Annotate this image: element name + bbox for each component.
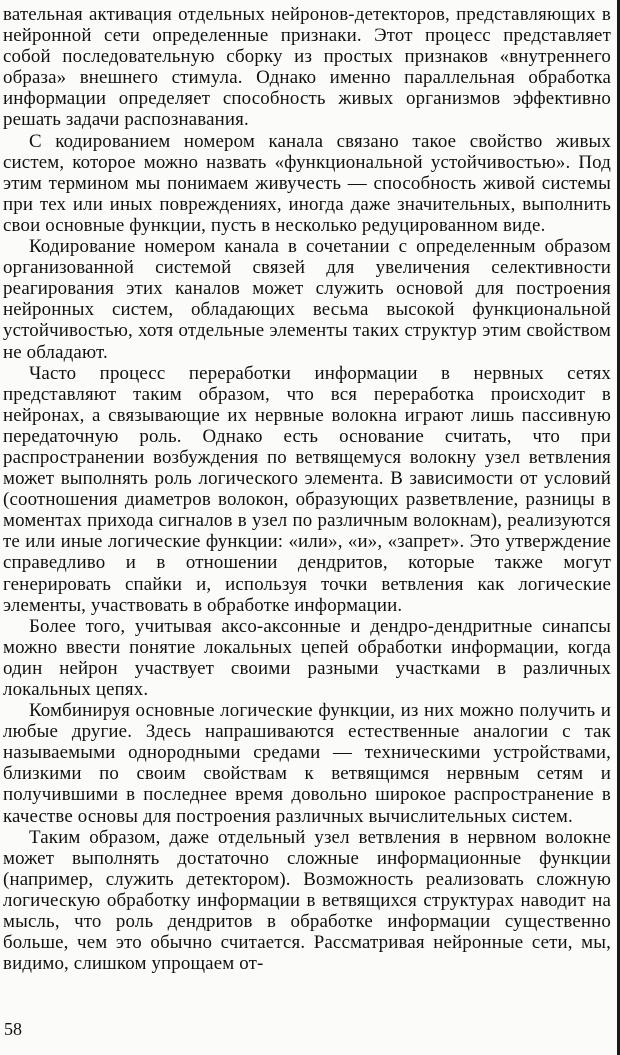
paragraph-continued: вательная активация отдельных нейронов-детекторов, представляющих в нейронной сети определенные признаки. Этот процесс представляет собой последовательную сборку из простых признаков «внутреннего образа» внешнего стимула. Однако именно параллельная обработка информации определяет способность живых организмов эффективно решать задачи распознавания. [3, 4, 611, 131]
body-text [3, 4, 611, 974]
paragraph-local-circuits: Более того, учитывая аксо-аксонные и дендро-дендритные синапсы можно ввести понятие локальных цепей обработки информации, когда один нейрон участвует своими разными участками в различных локальных цепях. [3, 615, 611, 700]
paragraph-channel-coding-stability: С кодированием номером канала связано такое свойство живых систем, которое можно назвать «функциональной устойчивостью». Под этим термином мы понимаем живучесть — способность живой системы при тех или иных повреждениях, иногда даже значительных, выполнить свои основные функции, пусть в несколько редуцированном виде. [3, 130, 611, 236]
paragraph-channel-coding-selectivity: Кодирование номером канала в сочетании с определенным образом организованной системой связей для увеличения селективности реагирования этих каналов может служить основой для построения нейронных систем, обладающих весьма высокой функциональной устойчивостью, хотя отдельные элементы таких структур этим свойством не обладают. [3, 236, 611, 363]
paragraph-homogeneous-media: Комбинируя основные логические функции, из них можно получить и любые другие. Здесь напрашиваются естественные аналогии с так называемыми однородными средами — техническими устройствами, близкими по своим свойствам к ветвящимся нервным сетям и получившими в последнее время довольно широкое распространение в качестве основы для построения различных вычислительных систем. [3, 700, 611, 827]
paragraph-branching-logic: Часто процесс переработки информации в нервных сетях представляют таким образом, что вся переработка происходит в нейронах, а связывающие их нервные волокна играют лишь пассивную передаточную роль. Однако есть основание считать, что при распространении возбуждения по ветвящемуся волокну узел ветвления может выполнять роль логического элемента. В зависимости от условий (соотношения диаметров волокон, образующих разветвление, разницы в моментах прихода сигналов в узел по различным волокнам), реализуются те или иные логические функции: «или», «и», «запрет». Это утверждение справедливо и в отношении дендритов, которые также могут генерировать спайки и, используя точки ветвления как логические элементы, участвовать в обработке информации. [3, 362, 611, 616]
paragraph-dendrite-role: Таким образом, даже отдельный узел ветвления в нервном волокне может выполнять достаточно сложные информационные функции (например, служить детектором). Возможность реализовать сложную логическую обработку информации в ветвящихся структурах наводит на мысль, что роль дендритов в обработке информации существенно больше, чем это обычно считается. Рассматривая нейронные сети, мы, видимо, слишком упрощаем от- [3, 826, 611, 975]
page-number: 58 [4, 1019, 22, 1039]
